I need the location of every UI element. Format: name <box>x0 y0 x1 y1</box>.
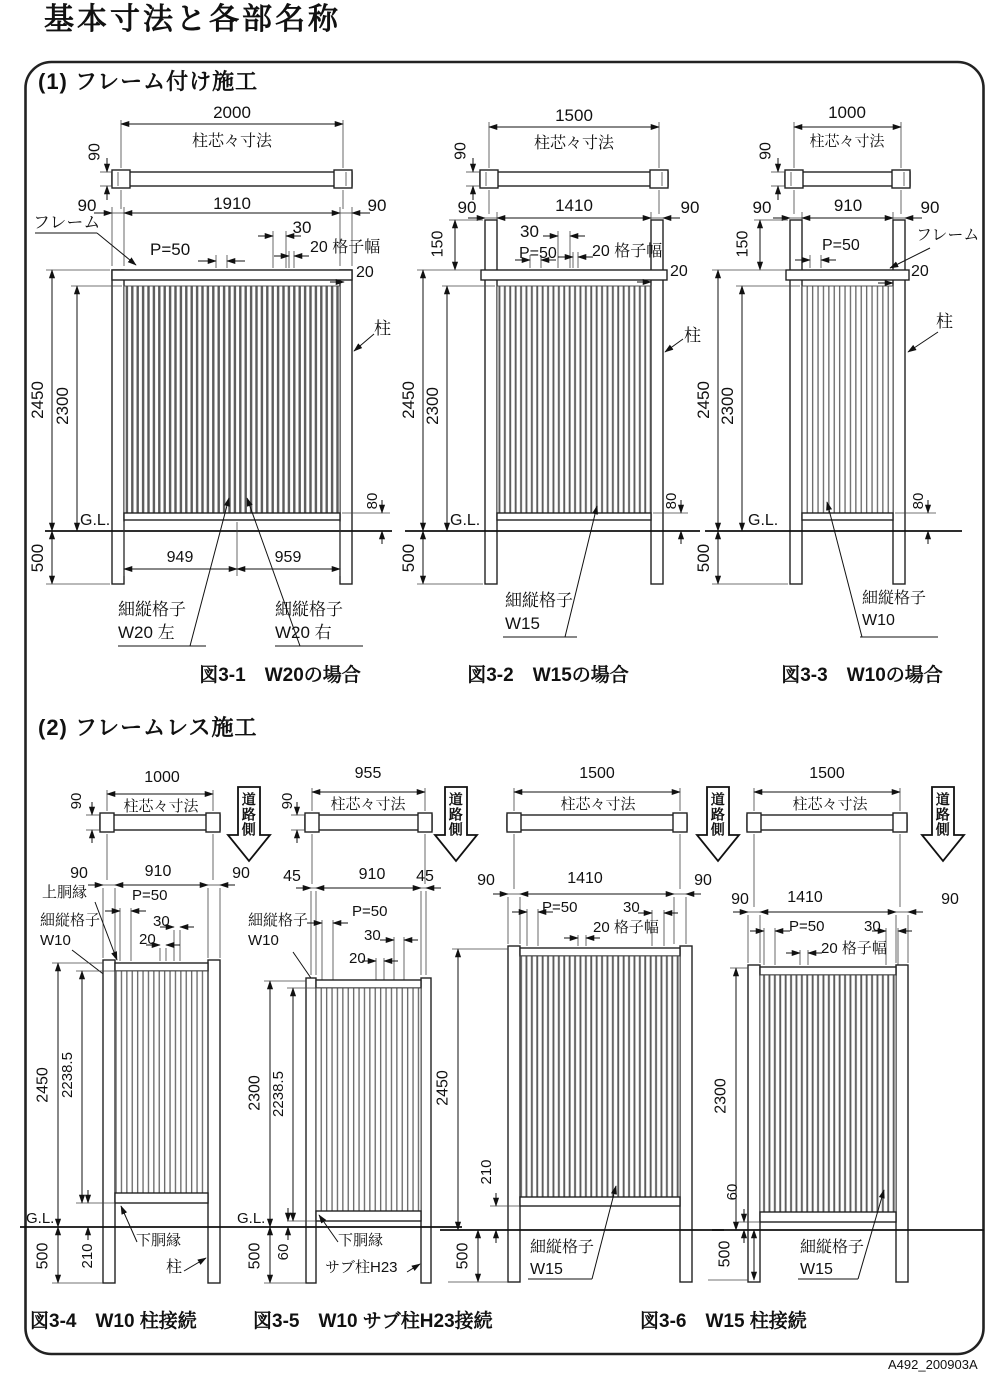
fig5-height-2238: 2238.5 <box>270 1071 288 1117</box>
fig2-lattice-label: 細縦格子 <box>505 591 573 610</box>
fig4-depth-500: 500 <box>34 1242 52 1270</box>
fig1-plan-thickness: 90 <box>86 143 104 161</box>
fig2-caption: 図3-2 W15の場合 <box>467 665 629 686</box>
fig1-gl-label: G.L. <box>80 512 111 529</box>
fig6a-plan-span: 1500 <box>579 765 615 782</box>
fig4-lower-rail-label: 下胴縁 <box>136 1232 182 1249</box>
fig6b-lattice-label: 細縦格子 <box>800 1239 865 1256</box>
fig4-dim-30: 30 <box>153 913 170 930</box>
fig6a-slat-width-label: 20 格子幅 <box>593 919 659 936</box>
fig1-lattice-right-label: 細縦格子 <box>275 600 343 619</box>
fig3-gl-label: G.L. <box>748 512 779 529</box>
fig1-frame-label: フレーム <box>33 213 101 232</box>
fig3-pitch-label: P=50 <box>822 237 860 254</box>
fig5-road-side-label: 道路側 <box>447 792 464 837</box>
section-2-title: (2) フレームレス施工 <box>38 715 258 740</box>
fig5-dim-910: 910 <box>358 866 386 883</box>
fig2-plan-thickness: 90 <box>452 142 470 160</box>
fig3-dim-910: 910 <box>833 196 863 215</box>
fig5-dim-left-45: 45 <box>283 868 301 885</box>
fig5-plan-label: 柱芯々寸法 <box>330 796 406 813</box>
fig4-dim-20: 20 <box>139 931 156 948</box>
fig4-plan-span: 1000 <box>144 769 180 786</box>
lattice-panel <box>760 975 896 1212</box>
fig3-lattice-label: 細縦格子 <box>862 590 927 607</box>
fig5-plan-thickness: 90 <box>279 792 297 810</box>
fig6b-road-side-label: 道路側 <box>934 792 951 837</box>
frame-rail <box>786 270 909 280</box>
fig1-dim-959: 959 <box>274 549 302 566</box>
fig2-dim-1410: 1410 <box>555 196 593 215</box>
bottom-rail <box>497 513 651 520</box>
post-right <box>208 960 220 1283</box>
upper-rail <box>115 963 208 971</box>
fig6b-dim-left-90: 90 <box>731 891 749 908</box>
fig3-depth-500: 500 <box>694 543 714 573</box>
post-left <box>103 960 115 1283</box>
fig2-dim-left-90: 90 <box>457 198 477 217</box>
fig1-caption: 図3-1 W20の場合 <box>199 665 361 686</box>
post-right <box>340 270 352 584</box>
fig4-dim-right-90: 90 <box>232 865 250 882</box>
fig4-dim-910: 910 <box>144 863 172 880</box>
fig6a-dim-right-90: 90 <box>694 872 712 889</box>
fig2-gl-label: G.L. <box>450 512 481 529</box>
fig4-gl-label: G.L. <box>26 1210 55 1227</box>
fig5-dim-30: 30 <box>364 927 381 944</box>
lattice-panel <box>124 286 340 513</box>
fig6a-depth-500: 500 <box>454 1242 472 1270</box>
lattice-panel <box>802 286 893 513</box>
fig1-height-2300: 2300 <box>53 387 73 425</box>
fig5-sub-post-label: サブ柱H23 <box>325 1259 398 1276</box>
post-left <box>112 270 124 584</box>
fig4-dim-left-90: 90 <box>70 865 88 882</box>
lattice-panel <box>520 956 680 1197</box>
fig5-lower-rail-label: 下胴縁 <box>338 1232 384 1249</box>
fig6b-dim-1410: 1410 <box>787 889 823 906</box>
lattice-panel <box>316 988 421 1211</box>
fig6b-plan-label: 柱芯々寸法 <box>792 796 868 813</box>
post-left <box>306 978 316 1283</box>
fig6-caption: 図3-6 W15 柱接続 <box>640 1311 807 1332</box>
doc-code: A492_200903A <box>888 1357 978 1372</box>
fig2-plan-span: 1500 <box>555 106 593 125</box>
fig3-height-2450: 2450 <box>694 381 714 419</box>
fig6b-depth-500: 500 <box>716 1240 734 1268</box>
fig6a-dim-210: 210 <box>478 1159 496 1185</box>
fig3-plan-label: 柱芯々寸法 <box>809 133 885 150</box>
fig6b-plan-span: 1500 <box>809 765 845 782</box>
fig6a-road-side-label: 道路側 <box>709 792 726 837</box>
fig5-lattice-label: 細縦格子 <box>248 912 309 929</box>
lattice-panel <box>115 971 208 1193</box>
fig3-plan-thickness: 90 <box>757 142 775 160</box>
fig1-dim-30: 30 <box>292 218 312 237</box>
fig2-dim-30: 30 <box>520 222 539 241</box>
post-right <box>896 965 908 1282</box>
fig3-dim-left-90: 90 <box>752 198 772 217</box>
lower-rail <box>316 1211 421 1221</box>
fig-3-4-drawing <box>20 787 270 1283</box>
fig2-dim-right-90: 90 <box>680 198 700 217</box>
fig5-plan-span: 955 <box>354 765 382 782</box>
fig6a-pitch-label: P=50 <box>542 899 578 916</box>
fig2-height-2450: 2450 <box>399 381 419 419</box>
fig6a-lattice-label: 細縦格子 <box>530 1239 595 1256</box>
fig5-caption: 図3-5 W10 サブ柱H23接続 <box>253 1311 493 1332</box>
fig2-pitch-label: P=50 <box>519 245 557 262</box>
fig1-plan-label: 柱芯々寸法 <box>191 133 273 150</box>
fig6b-dim-right-90: 90 <box>941 891 959 908</box>
fig3-lattice-type: W10 <box>862 612 895 629</box>
lower-rail <box>520 1197 680 1206</box>
fig6b-dim-30: 30 <box>864 918 881 935</box>
fig3-dim-right-90: 90 <box>920 198 940 217</box>
fig-3-5-drawing <box>246 787 477 1283</box>
post-right <box>421 978 431 1283</box>
fig1-lattice-right-type: W20 右 <box>275 623 332 642</box>
fig6b-pitch-label: P=50 <box>789 918 825 935</box>
fig6b-lattice-type: W15 <box>800 1261 833 1278</box>
fig2-dim-150: 150 <box>429 230 447 258</box>
fig-3-2-drawing <box>405 122 700 637</box>
fig1-height-2450: 2450 <box>28 381 48 419</box>
fig5-pitch-label: P=50 <box>352 903 388 920</box>
fig3-plan-span: 1000 <box>828 103 866 122</box>
fig6b-slat-width-label: 20 格子幅 <box>821 940 887 957</box>
post-right <box>680 946 692 1282</box>
fig1-depth-500: 500 <box>28 543 48 573</box>
fig1-dim-949: 949 <box>166 549 194 566</box>
fig1-lattice-left-type: W20 左 <box>118 623 175 642</box>
fig1-dim-right-90: 90 <box>367 196 387 215</box>
fig6a-height-2450: 2450 <box>434 1070 452 1106</box>
fig-3-6-right-drawing <box>708 787 984 1282</box>
fig2-depth-500: 500 <box>399 543 419 573</box>
fig3-dim-150: 150 <box>734 230 752 258</box>
fig4-height-2450: 2450 <box>34 1067 52 1103</box>
fig4-plan-thickness: 90 <box>68 792 86 810</box>
fig4-caption: 図3-4 W10 柱接続 <box>30 1311 197 1332</box>
upper-rail <box>520 948 680 956</box>
fig1-dim-80: 80 <box>364 492 382 510</box>
fig4-plan-label: 柱芯々寸法 <box>123 798 199 815</box>
fig6b-height-2300: 2300 <box>712 1078 730 1114</box>
fig6a-dim-30: 30 <box>623 899 640 916</box>
fig3-post-label: 柱 <box>936 312 953 331</box>
fig5-dim-60: 60 <box>275 1243 293 1261</box>
fig1-lattice-left-label: 細縦格子 <box>118 600 186 619</box>
frame-rail <box>112 270 352 280</box>
fig4-lattice-type: W10 <box>40 932 71 949</box>
fig1-pitch-label: P=50 <box>150 240 191 259</box>
fig3-dim-20: 20 <box>911 263 929 280</box>
page-title: 基本寸法と各部名称 <box>44 3 341 36</box>
fig1-dim-20: 20 <box>356 264 374 281</box>
fig2-height-2300: 2300 <box>423 387 443 425</box>
fig3-height-2300: 2300 <box>718 387 738 425</box>
upper-rail <box>316 980 421 988</box>
fig2-lattice-type: W15 <box>505 614 540 633</box>
fig6a-dim-1410: 1410 <box>567 870 603 887</box>
fig5-depth-500: 500 <box>246 1242 264 1270</box>
post-left <box>508 946 520 1282</box>
fig2-dim-80: 80 <box>663 492 681 510</box>
fig1-slat-width-label: 20 格子幅 <box>310 239 381 256</box>
fig3-dim-80: 80 <box>910 492 928 510</box>
fig2-plan-label: 柱芯々寸法 <box>533 135 615 152</box>
fig5-gl-label: G.L. <box>237 1210 266 1227</box>
fig2-slat-width-label: 20 格子幅 <box>592 243 663 260</box>
frame-rail <box>481 270 667 280</box>
fig1-post-label: 柱 <box>374 319 391 338</box>
fig2-dim-20: 20 <box>670 263 688 280</box>
fig4-road-side-label: 道路側 <box>240 792 257 837</box>
fig5-lattice-type: W10 <box>248 932 279 949</box>
fig4-upper-rail-label: 上胴縁 <box>42 884 88 901</box>
fig5-height-2300: 2300 <box>246 1075 264 1111</box>
lattice-panel <box>497 286 651 513</box>
fig3-frame-label: フレーム <box>916 227 980 244</box>
fig1-dim-1910: 1910 <box>213 194 251 213</box>
bottom-rail <box>124 513 340 520</box>
fig5-dim-20: 20 <box>349 950 366 967</box>
fig4-post-label: 柱 <box>166 1259 183 1276</box>
bottom-rail <box>802 513 893 520</box>
fig6a-dim-left-90: 90 <box>477 872 495 889</box>
fig1-plan-span: 2000 <box>213 103 251 122</box>
fig5-dim-right-45: 45 <box>416 868 434 885</box>
section-1-title: (1) フレーム付け施工 <box>38 69 259 94</box>
fig6b-dim-60: 60 <box>724 1183 742 1201</box>
upper-rail <box>760 967 896 975</box>
fig4-pitch-label: P=50 <box>132 887 168 904</box>
fig1-dim-left-90: 90 <box>77 196 97 215</box>
fig3-caption: 図3-3 W10の場合 <box>781 665 943 686</box>
fig4-lattice-label: 細縦格子 <box>40 912 101 929</box>
fig6a-lattice-type: W15 <box>530 1261 563 1278</box>
fig4-height-2238: 2238.5 <box>59 1052 77 1098</box>
fig4-dim-210: 210 <box>79 1243 97 1269</box>
fig6a-plan-label: 柱芯々寸法 <box>560 796 636 813</box>
lower-rail <box>115 1193 208 1203</box>
fig2-post-label: 柱 <box>684 326 701 345</box>
